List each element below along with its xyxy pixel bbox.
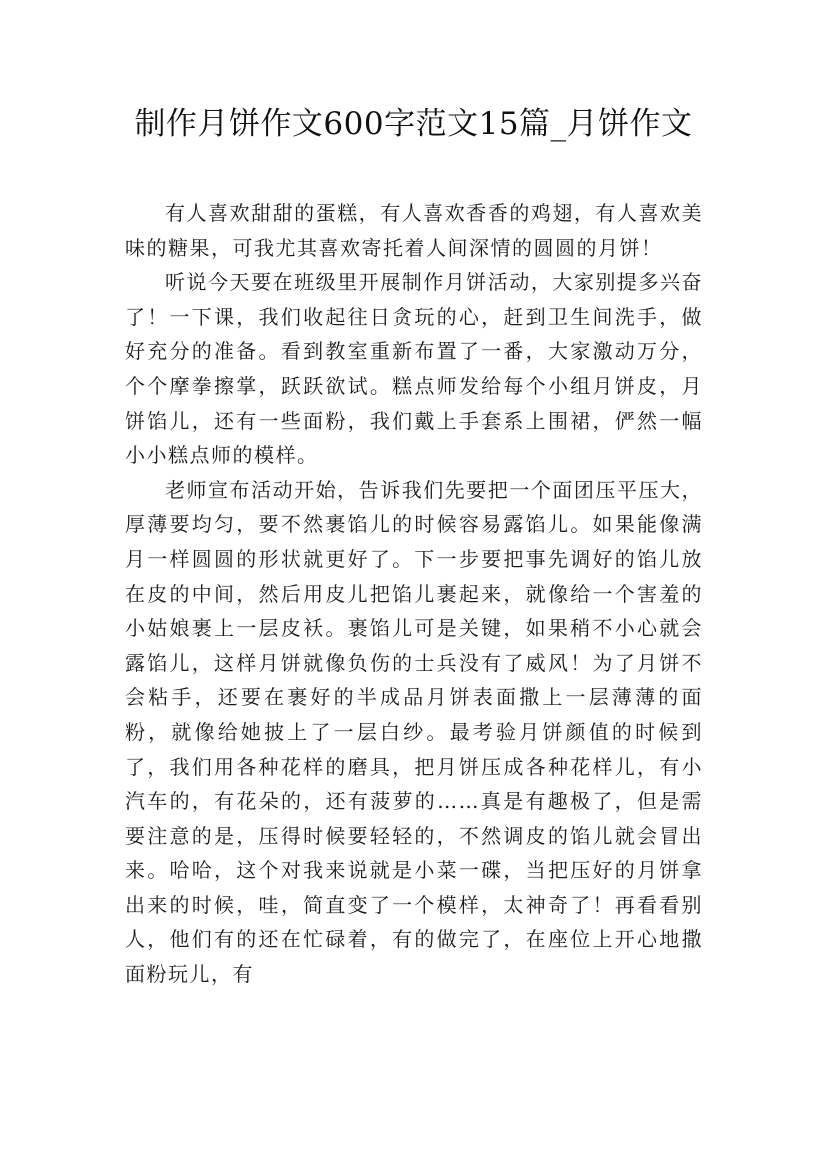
document-title: 制作月饼作文600字范文15篇_月饼作文 (134, 106, 693, 142)
paragraph-3: 老师宣布活动开始，告诉我们先要把一个面团压平压大，厚薄要均匀，要不然裹馅儿的时候容易露馅儿。如果能像满月一样圆圆的形状就更好了。下一步要把事先调好的馅儿放在皮的中间，然后用皮儿把馅儿裹起来，就像给一个害羞的小姑娘裹上一层皮袄。裹馅儿可是关键，如果稍不小心就会露馅儿，这样月饼就像负伤的士兵没有了威风！为了月饼不会粘手，还要在裹好的半成品月饼表面撒上一层薄薄的面粉，就像给她披上了一层白纱。最考验月饼颜值的时候到了，我们用各种花样的磨具，把月饼压成各种花样儿，有小汽车的，有花朵的，还有菠萝的……真是有趣极了，但是需要注意的是，压得时候要轻轻的，不然调皮的馅儿就会冒出来。哈哈，这个对我来说就是小菜一碟，当把压好的月饼拿出来的时候，哇，简直变了一个模样，太神奇了！再看看别人，他们有的还在忙碌着，有的做完了，在座位上开心地撒面粉玩儿，有 (125, 477, 703, 987)
document-body (125, 196, 703, 992)
paragraph-2: 听说今天要在班级里开展制作月饼活动，大家别提多兴奋了！一下课，我们收起往日贪玩的心，赶到卫生间洗手，做好充分的准备。看到教室重新布置了一番，大家激动万分，个个摩拳擦掌，跃跃欲试。糕点师发给每个小组月饼皮，月饼馅儿，还有一些面粉，我们戴上手套系上围裙，俨然一幅小小糕点师的模样。 (125, 270, 703, 468)
paragraph-1: 有人喜欢甜甜的蛋糕，有人喜欢香香的鸡翅，有人喜欢美味的糖果，可我尤其喜欢寄托着人间深情的圆圆的月饼！ (125, 201, 703, 260)
